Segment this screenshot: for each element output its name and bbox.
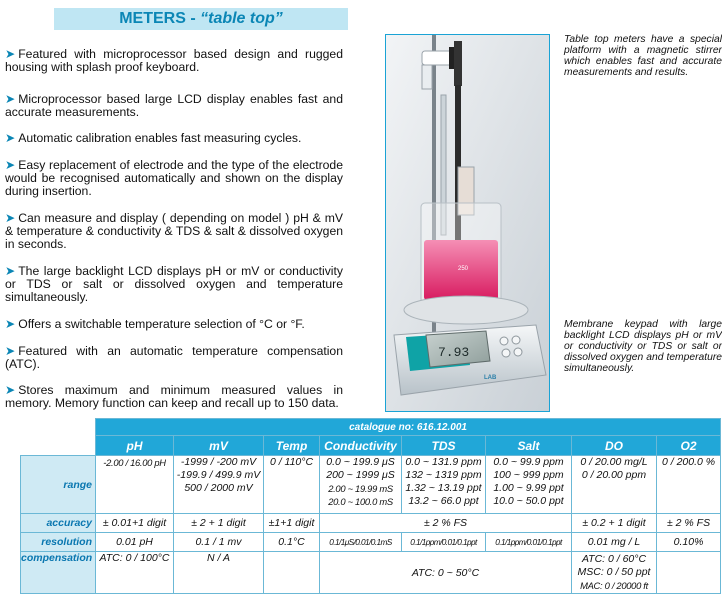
keypad-button xyxy=(512,336,520,344)
cell-value: 1.00 ~ 9.99 ppt xyxy=(493,482,564,494)
keypad-button xyxy=(502,349,510,357)
cell-value: 0 / 110°C xyxy=(269,456,314,468)
row-label-compensation: compensation xyxy=(21,552,96,594)
feature-text: Easy replacement of electrode and the type of the electrode would be recognised automatically and shown on the display during insertion. xyxy=(5,158,343,198)
column-header-o2: O2 xyxy=(657,436,721,456)
range-mv xyxy=(174,456,264,514)
cell-value: 500 / 2000 mV xyxy=(184,482,253,494)
cell-value: MAC: 0 / 20000 ft xyxy=(580,580,648,591)
title-subtitle: “table top” xyxy=(200,10,283,27)
table-corner xyxy=(21,419,96,436)
caption-keypad: Membrane keypad with large backlight LCD displays pH or mV or conductivity or TDS or salt or dissolved oxygen and temperature simultaneously. xyxy=(564,319,722,374)
meter-illustration xyxy=(386,35,549,411)
column-header-temp: Temp xyxy=(264,436,320,456)
feature-text: Automatic calibration enables fast measuring cycles. xyxy=(18,131,302,145)
cell-value: ATC: 0 / 60°C xyxy=(581,553,647,565)
compensation-temp xyxy=(264,552,320,594)
cell-value: 200 ~ 1999 μS xyxy=(326,469,395,481)
cell-value: -2.00 / 16.00 pH xyxy=(103,457,166,468)
resolution-mv: 0.1 / 1 mv xyxy=(174,533,264,552)
accuracy-mv: ± 2 + 1 digit xyxy=(174,514,264,533)
range-do xyxy=(572,456,657,514)
table-row-resolution xyxy=(21,533,721,552)
arrow-icon: ➤ xyxy=(5,344,16,358)
feature-item xyxy=(5,48,343,74)
table-row-range xyxy=(21,456,721,514)
arrow-icon: ➤ xyxy=(5,383,16,397)
range-conductivity xyxy=(320,456,402,514)
range-temp xyxy=(264,456,320,514)
spec-table xyxy=(20,418,721,594)
cell-value: 0 / 200.0 % xyxy=(661,456,716,468)
caption-stirrer: Table top meters have a special platform with a magnetic stirrer which enables fast and accurate measurements and results. xyxy=(564,34,722,78)
row-label-range: range xyxy=(21,456,96,514)
arrow-icon: ➤ xyxy=(5,211,16,225)
compensation-o2 xyxy=(657,552,721,594)
keypad-button xyxy=(514,348,522,356)
feature-text: Microprocessor based large LCD display enables fast and accurate measurements. xyxy=(5,92,343,119)
cell-value: -199.9 / 499.9 mV xyxy=(176,469,261,481)
table-row-compensation xyxy=(21,552,721,594)
resolution-temp: 0.1°C xyxy=(264,533,320,552)
cell-value: -1999 / -200 mV xyxy=(180,456,257,468)
feature-item xyxy=(5,159,343,198)
column-header-ph: pH xyxy=(96,436,174,456)
feature-item xyxy=(5,93,343,119)
feature-item xyxy=(5,132,343,145)
feature-text: Can measure and display ( depending on model ) pH & mV & temperature & conductivity & TDS & salt & dissolved oxygen in seconds. xyxy=(5,211,343,251)
cell-value: 13.2 ~ 66.0 ppt xyxy=(408,495,479,507)
row-label-resolution: resolution xyxy=(21,533,96,552)
probe-cap xyxy=(454,41,462,86)
title-main: METERS - xyxy=(119,10,201,27)
feature-item xyxy=(5,318,343,331)
lcd-reading: 7.93 xyxy=(438,345,470,360)
column-header-do: DO xyxy=(572,436,657,456)
cell-value: 1.32 ~ 13.19 ppt xyxy=(405,482,482,494)
feature-item xyxy=(5,265,343,304)
row-label-accuracy: accuracy xyxy=(21,514,96,533)
resolution-ph: 0.01 pH xyxy=(96,533,174,552)
accuracy-cond-tds-salt: ± 2 % FS xyxy=(320,514,572,533)
accuracy-do: ± 0.2 + 1 digit xyxy=(572,514,657,533)
resolution-o2: 0.10% xyxy=(657,533,721,552)
table-corner xyxy=(21,436,96,456)
compensation-do xyxy=(572,552,657,594)
cell-value: 0.0 ~ 99.9 ppm xyxy=(493,456,564,468)
resolution-tds: 0.1/1ppm/0.01/0.1ppt xyxy=(402,533,486,552)
range-ph xyxy=(96,456,174,514)
brand-label: LAB xyxy=(484,375,497,381)
arrow-icon: ➤ xyxy=(5,92,16,106)
column-header-mv: mV xyxy=(174,436,264,456)
cell-value: 0.0 ~ 131.9 ppm xyxy=(405,456,482,468)
column-header-conductivity: Conductivity xyxy=(320,436,402,456)
range-tds xyxy=(402,456,486,514)
arrow-icon: ➤ xyxy=(5,264,16,278)
accuracy-temp: ±1+1 digit xyxy=(264,514,320,533)
resolution-do: 0.01 mg / L xyxy=(572,533,657,552)
page-title xyxy=(54,8,348,30)
accuracy-o2: ± 2 % FS xyxy=(657,514,721,533)
resolution-conductivity: 0.1/1μS/0.01/0.1mS xyxy=(320,533,402,552)
column-header-tds: TDS xyxy=(402,436,486,456)
feature-item xyxy=(5,384,343,410)
feature-text: The large backlight LCD displays pH or mV or conductivity or TDS or salt or dissolved oxygen and temperature simultaneously. xyxy=(5,264,343,304)
cell-value: 100 ~ 999 ppm xyxy=(493,469,564,481)
compensation-ph: ATC: 0 / 100°C xyxy=(96,552,174,594)
cell-value: 0.0 ~ 199.9 μS xyxy=(326,456,395,468)
cell-value: 10.0 ~ 50.0 ppt xyxy=(493,495,564,507)
range-salt xyxy=(486,456,572,514)
beaker-mark: 250 xyxy=(458,266,469,272)
cell-value: 2.00 ~ 19.99 mS xyxy=(328,483,393,494)
cell-value: 0 / 20.00 ppm xyxy=(581,469,647,481)
probe-cable xyxy=(449,47,454,69)
arrow-icon: ➤ xyxy=(5,317,16,331)
column-header-salt: Salt xyxy=(486,436,572,456)
stirrer-platform xyxy=(404,296,528,324)
feature-text: Featured with an automatic temperature compensation (ATC). xyxy=(5,344,343,371)
arrow-icon: ➤ xyxy=(5,158,16,172)
cell-value: 20.0 ~ 100.0 mS xyxy=(328,496,393,507)
arrow-icon: ➤ xyxy=(5,131,16,145)
arrow-icon: ➤ xyxy=(5,47,16,61)
feature-item xyxy=(5,212,343,251)
range-o2 xyxy=(657,456,721,514)
accuracy-ph: ± 0.01+1 digit xyxy=(96,514,174,533)
resolution-salt: 0.1/1ppm/0.01/0.1ppt xyxy=(486,533,572,552)
table-row-accuracy xyxy=(21,514,721,533)
feature-text: Featured with microprocessor based design and rugged housing with splash proof keyboard. xyxy=(5,47,343,74)
cell-value: 132 ~ 1319 ppm xyxy=(405,469,482,481)
holder-clamp xyxy=(422,65,432,89)
product-photo xyxy=(385,34,550,412)
cell-value: 0 / 20.00 mg/L xyxy=(580,456,648,468)
keypad-button xyxy=(500,337,508,345)
feature-list xyxy=(5,48,343,410)
catalogue-number: catalogue no: 616.12.001 xyxy=(96,419,721,436)
compensation-cond-tds-salt: ATC: 0 ~ 50°C xyxy=(320,552,572,594)
feature-text: Offers a switchable temperature selection of °C or °F. xyxy=(18,317,305,331)
cell-value: MSC: 0 / 50 ppt xyxy=(577,566,651,578)
compensation-mv: N / A xyxy=(174,552,264,594)
feature-item xyxy=(5,345,343,371)
feature-text: Stores maximum and minimum measured values in memory. Memory function can keep and recall up to 150 data. xyxy=(5,383,343,410)
